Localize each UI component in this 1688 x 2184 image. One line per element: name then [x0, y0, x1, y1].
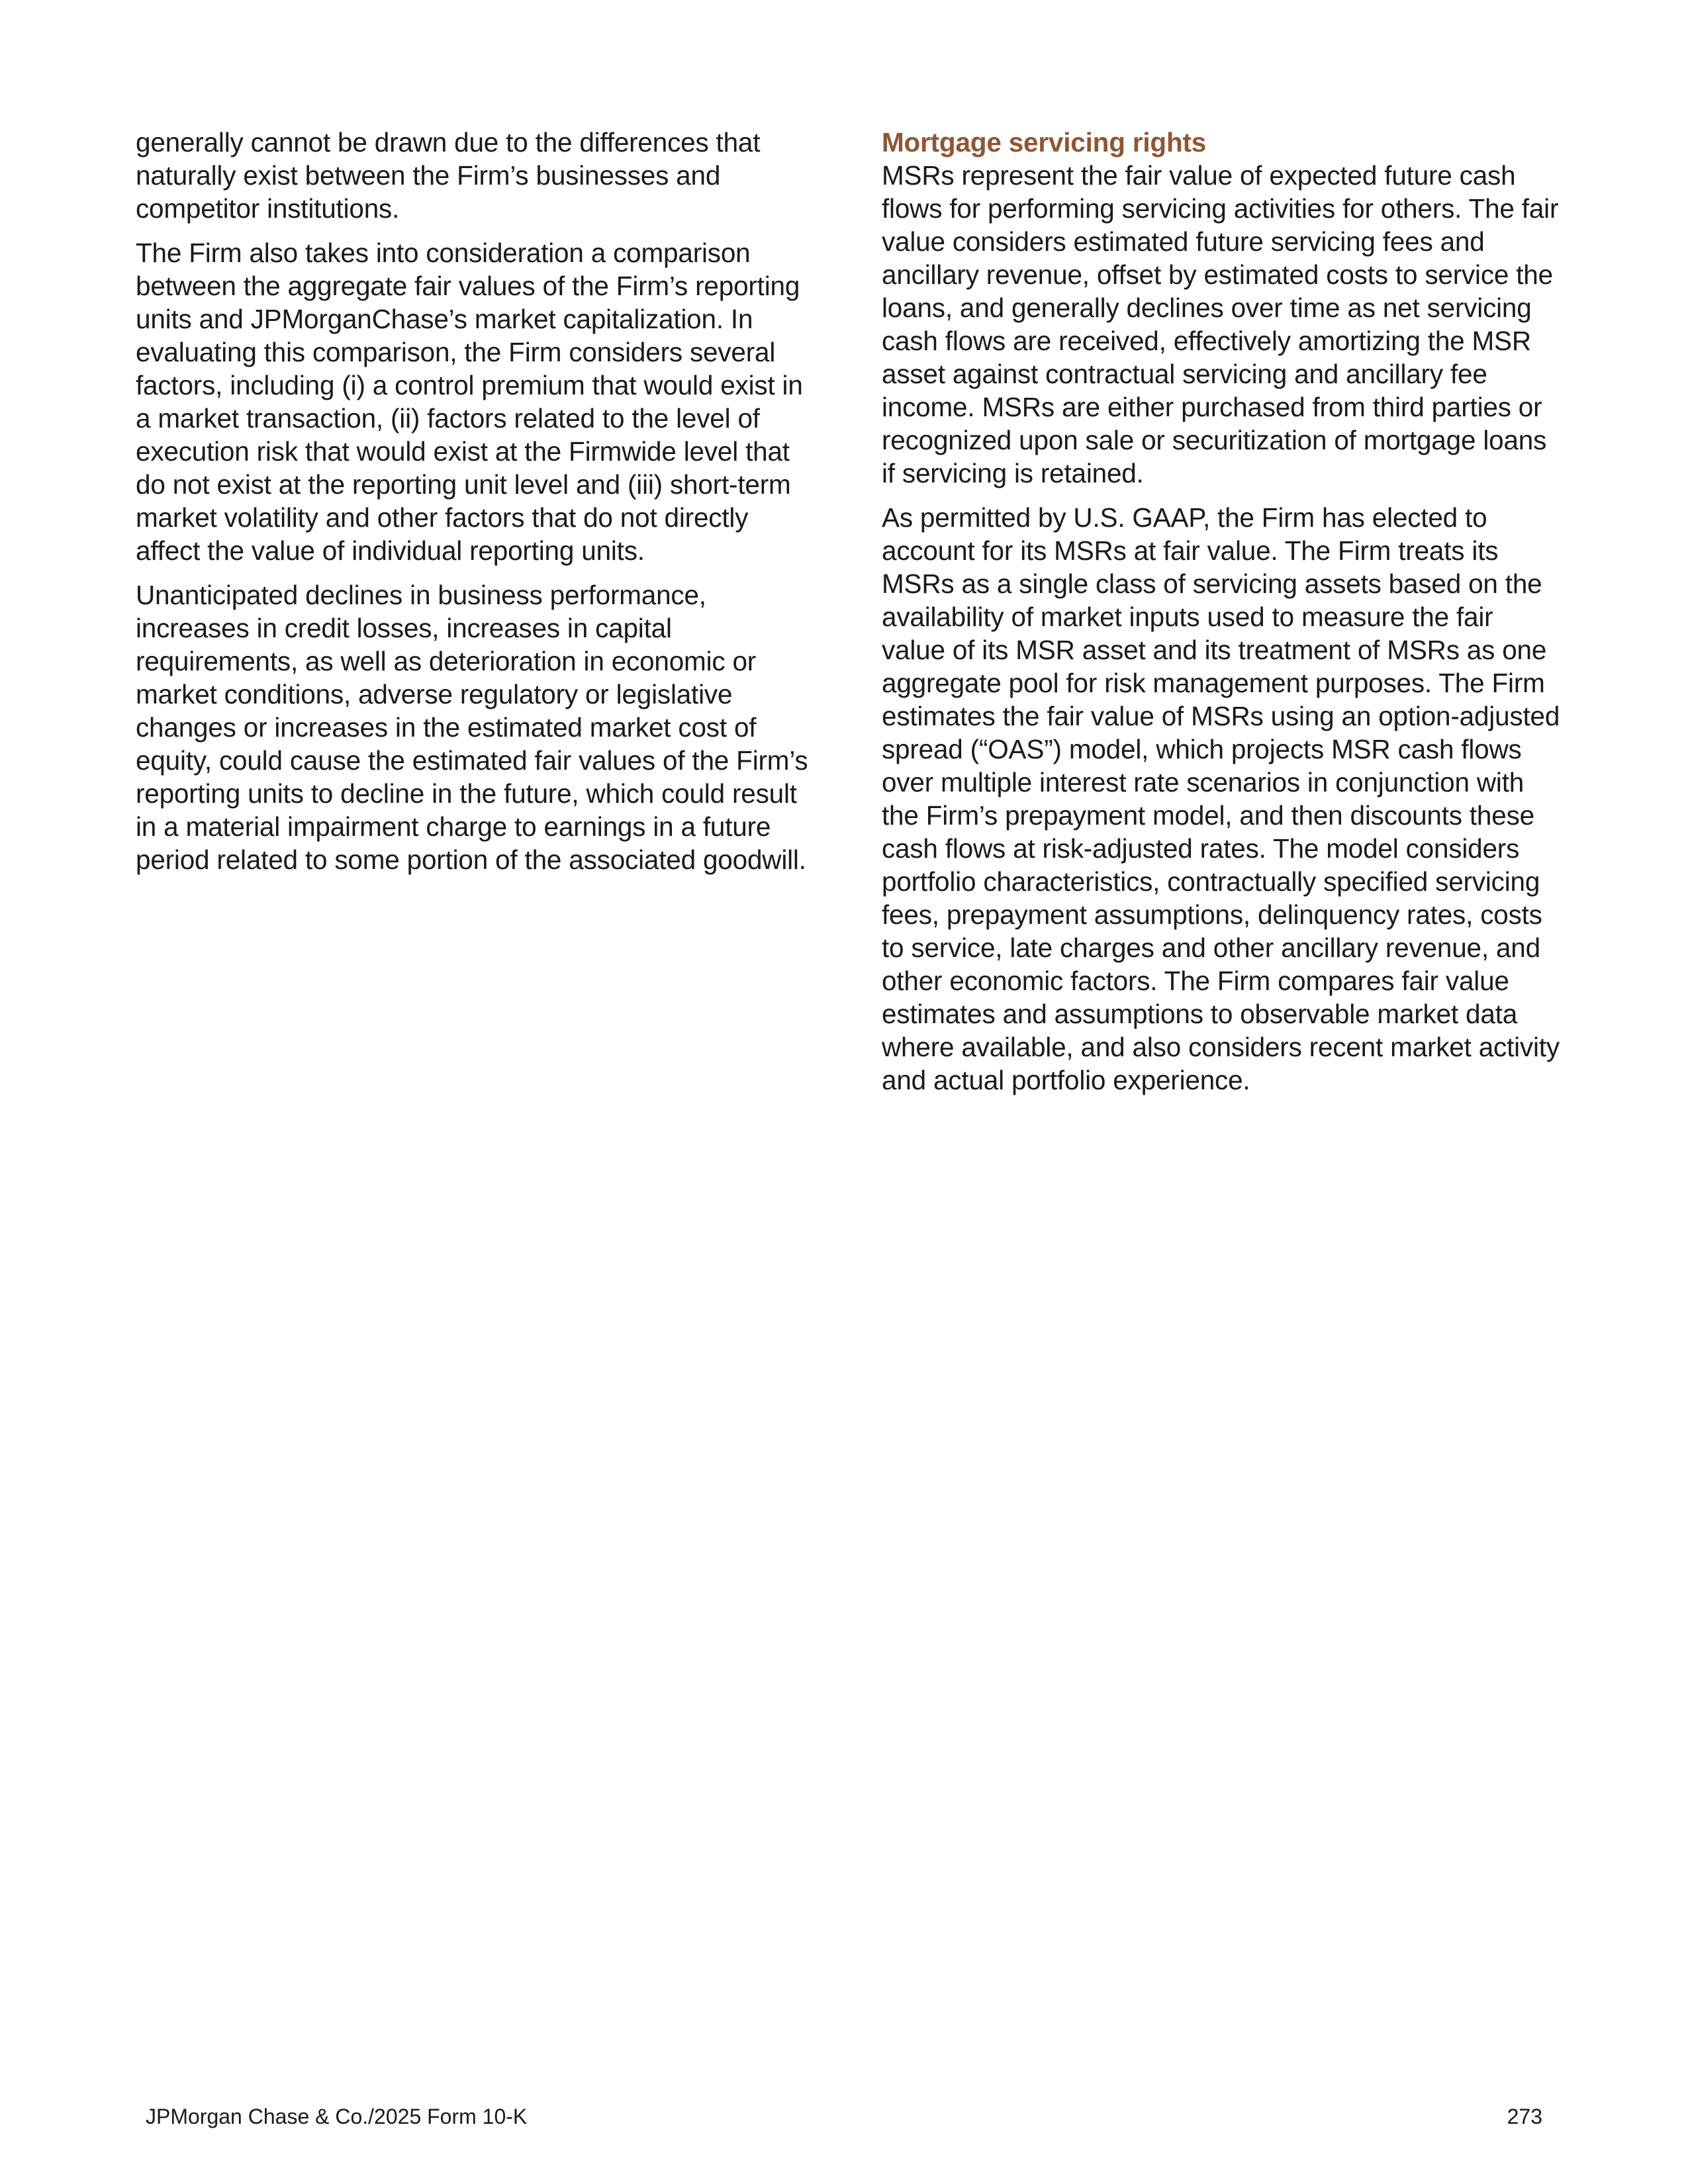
- page-number: 273: [1507, 2105, 1542, 2128]
- section-heading: Mortgage servicing rights: [882, 127, 1207, 158]
- body-paragraph: The Firm also takes into consideration a comparison between the aggregate fair values of the Firm’s reporting units and JPMorganChase’s market capitalization. In evaluating this comparison, the Firm considers several factors, including (i) a control premium that would exist in a market transaction, (ii) factors related to the level of execution risk that would exist at the Firmwide level that do not exist at the reporting unit level and (iii) short-term market volatility and other factors that do not directly affect the value of individual reporting units.: [136, 238, 803, 566]
- body-paragraph: Unanticipated declines in business performance, increases in credit losses, increases in capital requirements, as well as deterioration in economic or market conditions, adverse regulatory or legislative changes or increases in the estimated market cost of equity, could cause the estimated fair values of the Firm’s reporting units to decline in the future, which could result in a material impairment charge to earnings in a future period related to some portion of the associated goodwill.: [136, 580, 808, 875]
- left-column: [136, 126, 818, 887]
- body-paragraph: As permitted by U.S. GAAP, the Firm has elected to account for its MSRs at fair value. The Firm treats its MSRs as a single class of servicing assets based on the availability of market inputs used to measure the fair value of its MSR asset and its treatment of MSRs as one aggregate pool for risk management purposes. The Firm estimates the fair value of MSRs using an option-adjusted spread (“OAS”) model, which projects MSR cash flows over multiple interest rate scenarios in conjunction with the Firm’s prepayment model, and then discounts these cash flows at risk-adjusted rates. The model considers portfolio characteristics, contractually specified servicing fees, prepayment assumptions, delinquency rates, costs to service, late charges and other ancillary revenue, and other economic factors. The Firm compares fair value estimates and assumptions to observable market data where available, and also considers recent market activity and actual portfolio experience.: [882, 502, 1560, 1095]
- body-paragraph: MSRs represent the fair value of expected future cash flows for performing servicing activities for others. The fair value considers estimated future servicing fees and ancillary revenue, offset by estimated costs to service the loans, and generally declines over time as net servicing cash flows are received, effectively amortizing the MSR asset against contractual servicing and ancillary fee income. MSRs are either purchased from third parties or recognized upon sale or securitization of mortgage loans if servicing is retained.: [882, 160, 1559, 488]
- footer-document-title: JPMorgan Chase & Co./2025 Form 10-K: [146, 2105, 528, 2128]
- right-column: [882, 126, 1564, 1108]
- body-paragraph: generally cannot be drawn due to the differences that naturally exist between the Firm’s businesses and competitor institutions.: [136, 127, 761, 224]
